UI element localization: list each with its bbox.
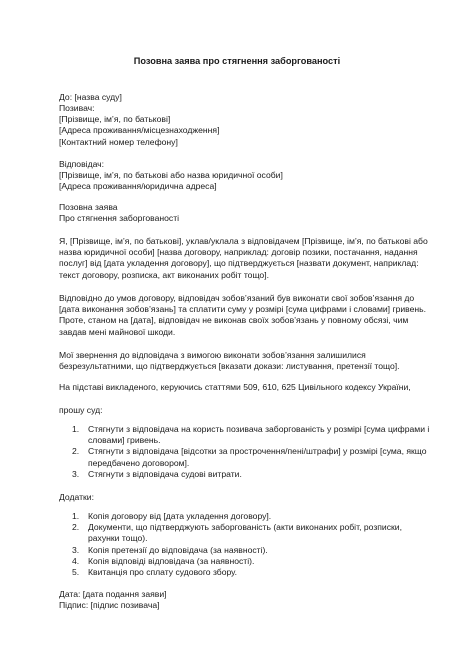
attachment-item-text: Документи, що підтверджують заборгованість (акти виконаних робіт, розписки, рахунки тощо). (88, 522, 402, 544)
defendant-name: [Прізвище, ім’я, по батькові або назва юридичної особи] (59, 170, 283, 181)
defendant-label: Відповідач: (59, 159, 105, 169)
attachments-label-block (59, 492, 431, 503)
request-item-text: Стягнути з відповідача на користь позивача заборгованість у розмірі [сума цифрами і словами] гривень. (88, 424, 430, 446)
court-line (59, 92, 431, 103)
plaintiff-label: Позивач: (59, 103, 95, 113)
attachment-item-text: Квитанція про сплату судового збору. (88, 567, 237, 578)
request-item: 1. Стягнути з відповідача на користь позивача заборгованість у розмірі [сума цифрами і словами] гривень. (72, 424, 430, 446)
document-title: Позовна заява про стягнення заборгованості (133, 56, 341, 66)
attachments-list (59, 511, 431, 578)
attachment-item: 1. Копія договору від [дата укладення договору]. (72, 511, 272, 521)
attachment-item: 2. Документи, що підтверджують заборгованість (акти виконаних робіт, розписки, рахунки тощо). (72, 522, 402, 544)
request-label: прошу суд: (59, 405, 103, 415)
request-list (59, 424, 431, 480)
request-item-text: Стягнути з відповідача судові витрати. (88, 468, 242, 479)
plaintiff-phone: [Контактний номер телефону] (59, 136, 178, 147)
attachment-item: 3. Копія претензії до відповідача (за наявності). (72, 544, 268, 555)
attachment-item-text: Копія договору від [дата укладення договору]. (88, 511, 272, 521)
paragraph-appeals-text: Мої звернення до відповідача з вимогою виконати зобов’язання залишилися безрезультатними, що підтверджується [вказати докази: листування, претензії тощо]. (59, 350, 400, 372)
paragraph-obligations (59, 293, 431, 338)
plaintiff-address: [Адреса проживання/місцезнаходження] (59, 125, 220, 136)
attachment-item-text: Копія претензії до відповідача (за наявності). (88, 544, 268, 555)
request-label-block (59, 405, 431, 416)
footer-block (59, 589, 431, 611)
attachments-label: Додатки: (59, 492, 94, 502)
request-item-text: Стягнути з відповідача [відсотки за прострочення/пені/штрафи] у розмірі [сума, якщо передбачено договором]. (88, 446, 427, 468)
attachment-item: 4. Копія відповіді відповідача (за наявності). (72, 555, 255, 566)
paragraph-contract (59, 236, 431, 281)
document-type-line1: Позовна заява (59, 202, 118, 212)
court-name: До: [назва суду] (59, 92, 122, 102)
paragraph-obligations-text: Відповідно до умов договору, відповідач зобов’язаний був виконати свої зобов’язання до [дата виконання зобов’язань] та сплатити суму у розмірі [сума цифрами і словами] гривень. Проте, станом на [дата], відповідач не виконав своїх зобов’язань у повному обсязі, чим завдав мені майнової шкоди. (59, 293, 427, 337)
attachment-item: 5. Квитанція про сплату судового збору. (72, 567, 237, 578)
document-type (59, 202, 431, 224)
document-type-line2: Про стягнення заборгованості (59, 213, 180, 224)
paragraph-appeals (59, 350, 431, 372)
defendant-block (59, 159, 431, 193)
attachment-item-text: Копія відповіді відповідача (за наявності). (88, 555, 255, 566)
plaintiff-name: [Прізвище, ім’я, по батькові] (59, 114, 171, 125)
request-item: 3. Стягнути з відповідача судові витрати. (72, 468, 242, 479)
paragraph-legal-basis (59, 382, 431, 393)
plaintiff-block (59, 103, 431, 148)
request-item: 2. Стягнути з відповідача [відсотки за прострочення/пені/штрафи] у розмірі [сума, якщо передбачено договором]. (72, 446, 427, 468)
defendant-address: [Адреса проживання/юридична адреса] (59, 181, 217, 192)
paragraph-legal-basis-text: На підставі викладеного, керуючись статтями 509, 610, 625 Цивільного кодексу України, (59, 382, 411, 392)
signature-line: Підпис: [підпис позивача] (59, 600, 160, 611)
filing-date: Дата: [дата подання заяви] (59, 589, 167, 599)
paragraph-contract-text: Я, [Прізвище, ім’я, по батькові], уклав/уклала з відповідачем [Прізвище, ім’я, по батькові або назва юридичної особи] [назва договору, наприклад: договір позики, постачання, надання послуг] від [дата укладення договору], що підтверджується [назвати документ, наприклад: текст договору, розписка, акт виконаних робіт тощо]. (59, 236, 428, 280)
